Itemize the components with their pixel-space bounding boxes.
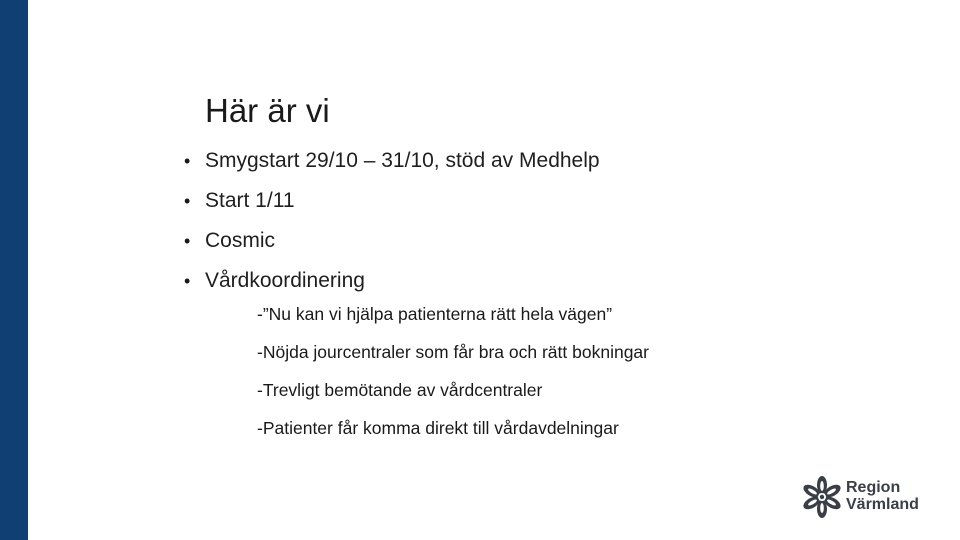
sub-item: -Patienter får komma direkt till vårdavdelningar — [257, 418, 619, 438]
bullet-dot-icon: • — [184, 191, 191, 211]
bullet-dot-icon: • — [184, 151, 191, 171]
bullet-text: Smygstart 29/10 – 31/10, stöd av Medhelp — [205, 149, 600, 172]
slide-title: Här är vi — [205, 92, 330, 129]
sub-list — [257, 301, 649, 453]
logo-wordmark — [846, 479, 919, 513]
bullet-text: Cosmic — [205, 229, 276, 252]
logo-line-1: Region — [846, 479, 901, 496]
left-accent-bar — [0, 0, 28, 540]
logo-line-2: Värmland — [846, 496, 919, 513]
bullet-dot-icon: • — [184, 271, 191, 291]
sub-item: -Nöjda jourcentraler som får bra och rätt bokningar — [257, 342, 649, 362]
sub-item: -”Nu kan vi hjälpa patienterna rätt hela vägen” — [257, 304, 613, 324]
star-flower-icon — [800, 474, 844, 520]
region-varmland-logo — [800, 474, 940, 520]
bullet-dot-icon: • — [184, 231, 191, 251]
bullet-text: Start 1/11 — [205, 189, 295, 212]
bullet-text: Vårdkoordinering — [205, 269, 365, 292]
sub-item: -Trevligt bemötande av vårdcentraler — [257, 380, 543, 400]
